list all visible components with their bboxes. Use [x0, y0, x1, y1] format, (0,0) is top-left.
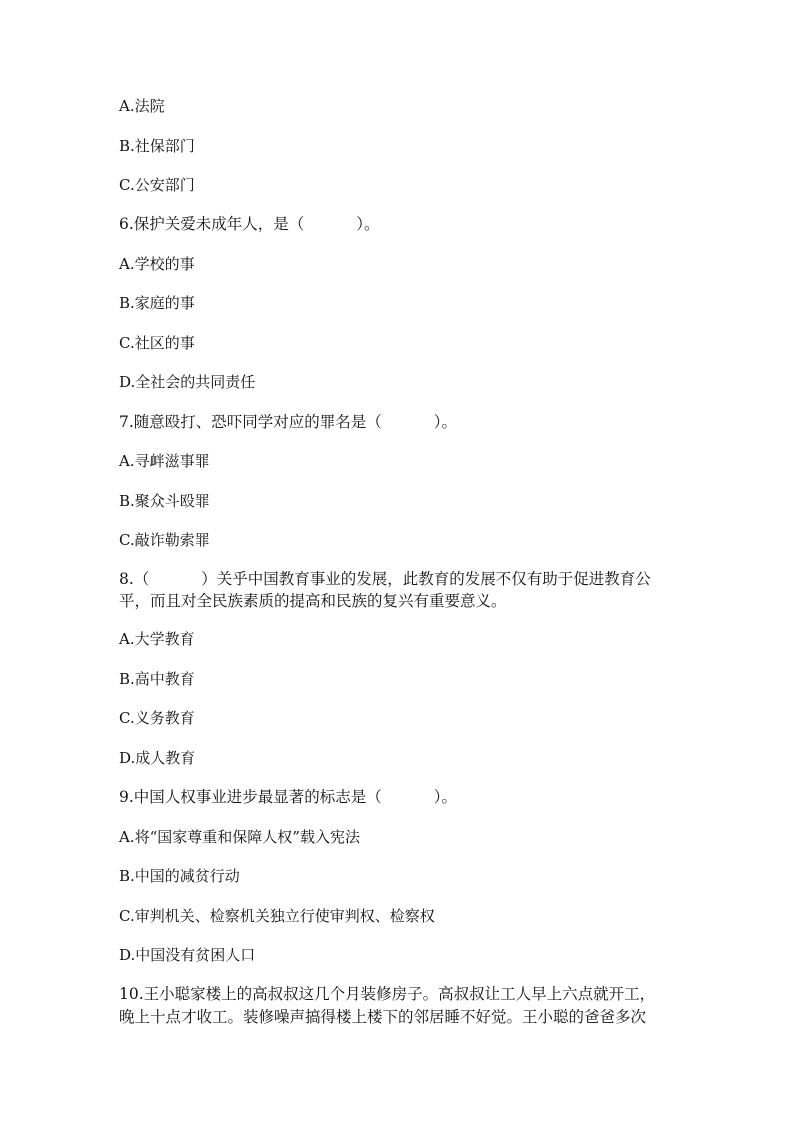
question-8-stem: ）关乎中国教育事业的发展，此教育的发展不仅有助于促进教育公 [201, 570, 651, 588]
question-6-end: ）。 [356, 215, 380, 233]
option-6-d: D.全社会的共同责任 [119, 373, 256, 391]
option-7-a: A.寻衅滋事罪 [119, 452, 210, 470]
option-5-c: C.公安部门 [119, 176, 195, 194]
question-8-line-2: 平，而且对全民族素质的提高和民族的复兴有重要意义。 [119, 592, 507, 610]
question-8-start: 8.（ [119, 570, 150, 588]
option-5-b: B.社保部门 [119, 137, 195, 155]
question-7 [119, 413, 457, 431]
option-7-c: C.敲诈勒索罪 [119, 531, 210, 549]
option-6-b: B.家庭的事 [119, 294, 195, 312]
option-6-c: C.社区的事 [119, 334, 195, 352]
option-8-c: C.义务教育 [119, 709, 195, 727]
option-9-d: D.中国没有贫困人口 [119, 946, 256, 964]
option-9-b: B.中国的减贫行动 [119, 867, 240, 885]
question-6 [119, 215, 380, 233]
question-9-end: ）。 [433, 788, 458, 806]
question-7-stem: 7.随意殴打、恐吓同学对应的罪名是（ [119, 413, 382, 431]
question-8-line-1 [119, 570, 651, 588]
question-7-end: ）。 [433, 413, 458, 431]
question-9-stem: 9.中国人权事业进步最显著的标志是（ [119, 788, 382, 806]
option-9-c: C.审判机关、检察机关独立行使审判权、检察权 [119, 907, 435, 925]
question-6-stem: 6.保护关爱未成年人，是（ [119, 215, 305, 233]
question-9 [119, 788, 457, 806]
option-9-a: A.将“国家尊重和保障人权”载入宪法 [119, 828, 360, 846]
option-5-a: A.法院 [119, 97, 165, 115]
question-10-line-2: 晚上十点才收工。装修噪声搞得楼上楼下的邻居睡不好觉。王小聪的爸爸多次 [119, 1008, 647, 1026]
option-6-a: A.学校的事 [119, 255, 195, 273]
option-8-b: B.高中教育 [119, 670, 195, 688]
option-7-b: B.聚众斗殴罪 [119, 492, 210, 510]
option-8-a: A.大学教育 [119, 630, 195, 648]
question-10-line-1: 10.王小聪家楼上的高叔叔这几个月装修房子。高叔叔让工人早上六点就开工， [119, 985, 656, 1003]
option-8-d: D.成人教育 [119, 749, 196, 767]
